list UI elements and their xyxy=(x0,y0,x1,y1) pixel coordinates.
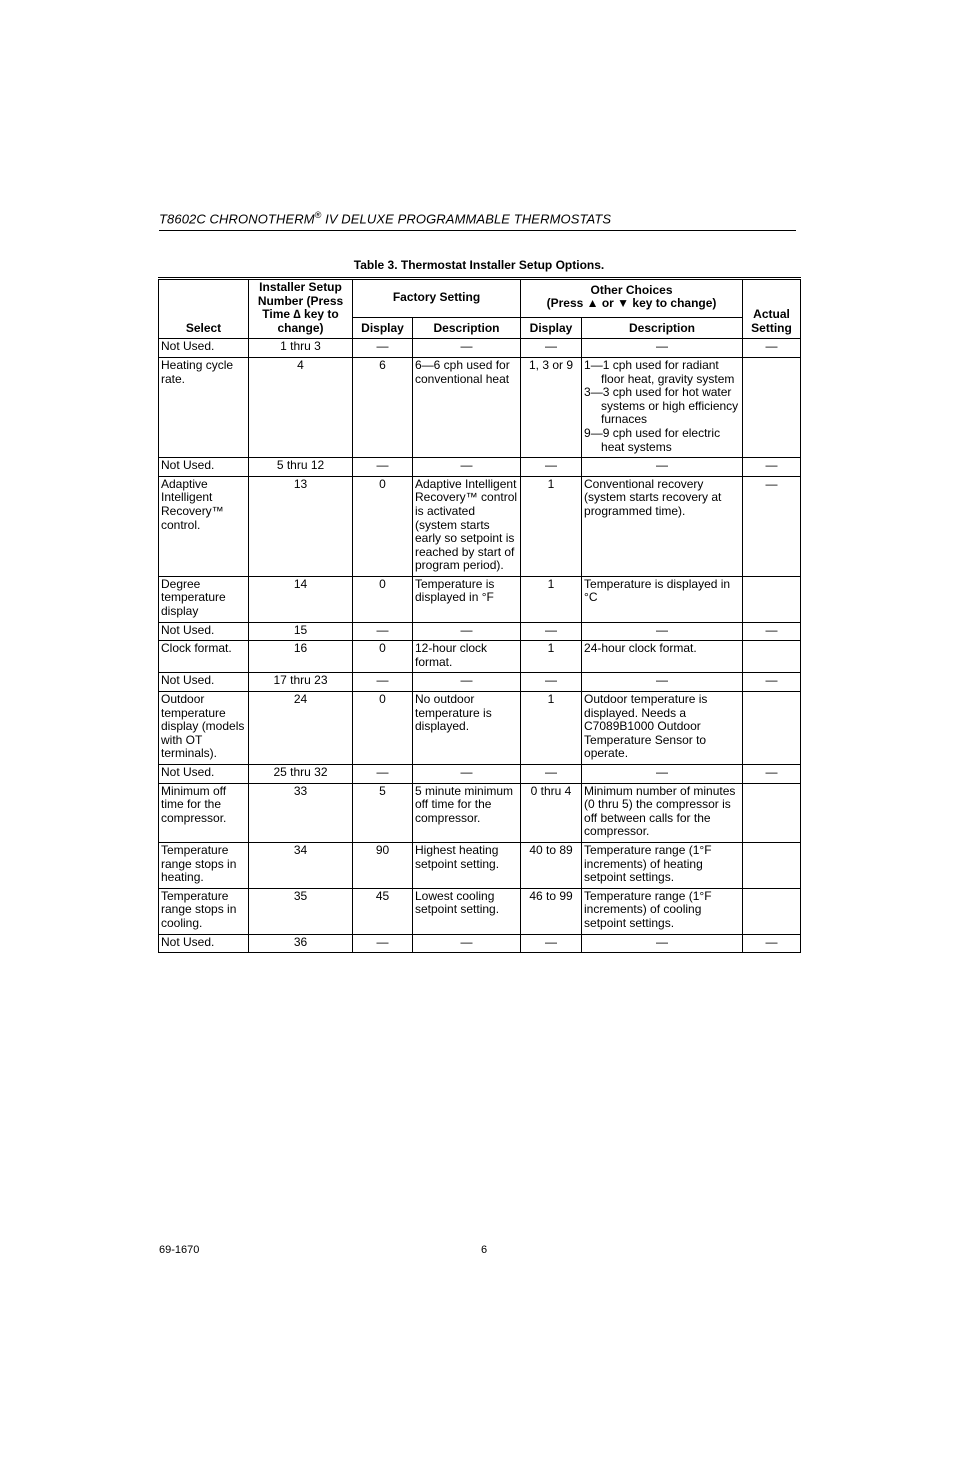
header-other-choices-title: Other Choices xyxy=(590,282,673,297)
cell-other-display: 46 to 99 xyxy=(521,888,582,934)
cell-select: Not Used. xyxy=(159,673,249,692)
cell-other-display: 0 thru 4 xyxy=(521,783,582,842)
header-other-choices xyxy=(521,279,743,318)
cell-other-description xyxy=(582,641,743,673)
cell-setup-number: 15 xyxy=(249,622,353,641)
cell-factory-description: Adaptive Intelligent Recovery™ control is activated (system starts early so setpoint is reached by start of program period). xyxy=(413,476,521,576)
document-number: 69-1670 xyxy=(159,1244,200,1256)
table-row xyxy=(159,692,801,765)
cell-factory-description: 12-hour clock format. xyxy=(413,641,521,673)
cell-other-description xyxy=(582,357,743,457)
other-description-line: 3—3 cph used for hot water systems or high efficiency furnaces xyxy=(584,385,739,427)
cell-factory-description: — xyxy=(413,934,521,953)
cell-factory-display: — xyxy=(353,673,413,692)
cell-other-description xyxy=(582,765,743,784)
cell-factory-description: 5 minute minimum off time for the compressor. xyxy=(413,783,521,842)
other-description-line: — xyxy=(656,622,669,637)
other-description-line: Temperature range (1°F increments) of cooling setpoint settings. xyxy=(584,888,712,930)
cell-factory-description: Lowest cooling setpoint setting. xyxy=(413,888,521,934)
table-row xyxy=(159,673,801,692)
cell-select: Heating cycle rate. xyxy=(159,357,249,457)
other-description-line: — xyxy=(656,934,669,949)
cell-other-description xyxy=(582,339,743,358)
cell-factory-display: — xyxy=(353,458,413,477)
cell-actual-setting: — xyxy=(743,934,801,953)
other-description-line: — xyxy=(656,673,669,688)
cell-other-display: — xyxy=(521,673,582,692)
cell-select: Not Used. xyxy=(159,339,249,358)
header-select: Select xyxy=(159,279,249,339)
cell-select: Temperature range stops in cooling. xyxy=(159,888,249,934)
cell-other-description xyxy=(582,783,743,842)
page-header-title xyxy=(159,210,611,226)
cell-actual-setting: — xyxy=(743,673,801,692)
header-other-choices-instruction: (Press ▲ or ▼ key to change) xyxy=(546,296,717,311)
cell-other-display: — xyxy=(521,765,582,784)
other-description-line: — xyxy=(656,339,669,354)
cell-select: Degree temperature display xyxy=(159,576,249,622)
cell-other-description xyxy=(582,888,743,934)
cell-actual-setting: — xyxy=(743,765,801,784)
cell-actual-setting xyxy=(743,783,801,842)
cell-other-display: — xyxy=(521,622,582,641)
cell-setup-number: 1 thru 3 xyxy=(249,339,353,358)
other-description-line: 9—9 cph used for electric heat systems xyxy=(584,425,721,454)
cell-factory-display: 0 xyxy=(353,692,413,765)
cell-other-description xyxy=(582,842,743,888)
other-description-line: Outdoor temperature is displayed. Needs a C7089B1000 Outdoor Temperature Sensor to operate. xyxy=(584,692,708,761)
cell-factory-description: Highest heating setpoint setting. xyxy=(413,842,521,888)
cell-setup-number: 35 xyxy=(249,888,353,934)
cell-setup-number: 14 xyxy=(249,576,353,622)
cell-other-description xyxy=(582,673,743,692)
table-row xyxy=(159,622,801,641)
cell-factory-display: — xyxy=(353,622,413,641)
cell-setup-number: 25 thru 32 xyxy=(249,765,353,784)
cell-other-display: 40 to 89 xyxy=(521,842,582,888)
other-description-line: 24-hour clock format. xyxy=(584,641,697,656)
cell-factory-display: 0 xyxy=(353,576,413,622)
cell-factory-display: — xyxy=(353,934,413,953)
cell-other-display: — xyxy=(521,339,582,358)
cell-other-description xyxy=(582,476,743,576)
registered-mark: ® xyxy=(314,210,322,220)
table-row xyxy=(159,357,801,457)
header-factory-setting: Factory Setting xyxy=(353,279,521,318)
cell-other-display: 1 xyxy=(521,576,582,622)
header-actual-setting: Actual Setting xyxy=(743,279,801,339)
cell-setup-number: 33 xyxy=(249,783,353,842)
cell-factory-description: — xyxy=(413,622,521,641)
cell-other-display: 1 xyxy=(521,692,582,765)
header-installer-setup-number: Installer Setup Number (Press Time ∆ key to change) xyxy=(249,279,353,339)
cell-actual-setting xyxy=(743,692,801,765)
cell-actual-setting: — xyxy=(743,622,801,641)
cell-factory-display: 0 xyxy=(353,641,413,673)
table-row xyxy=(159,934,801,953)
cell-setup-number: 4 xyxy=(249,357,353,457)
cell-actual-setting: — xyxy=(743,339,801,358)
cell-factory-display: — xyxy=(353,339,413,358)
cell-select: Outdoor temperature display (models with OT terminals). xyxy=(159,692,249,765)
cell-select: Clock format. xyxy=(159,641,249,673)
cell-actual-setting xyxy=(743,888,801,934)
header-other-display: Display xyxy=(521,317,582,339)
cell-other-description xyxy=(582,692,743,765)
cell-factory-display: 45 xyxy=(353,888,413,934)
cell-actual-setting xyxy=(743,842,801,888)
cell-setup-number: 34 xyxy=(249,842,353,888)
cell-actual-setting xyxy=(743,357,801,457)
header-divider xyxy=(159,230,796,231)
cell-other-display: — xyxy=(521,934,582,953)
cell-actual-setting: — xyxy=(743,458,801,477)
cell-factory-description: — xyxy=(413,339,521,358)
cell-setup-number: 16 xyxy=(249,641,353,673)
cell-select: Adaptive Intelligent Recovery™ control. xyxy=(159,476,249,576)
cell-factory-display: 0 xyxy=(353,476,413,576)
table-row xyxy=(159,476,801,576)
cell-other-display: — xyxy=(521,458,582,477)
installer-setup-table xyxy=(158,277,801,953)
other-description-line: Conventional recovery (system starts recovery at programmed time). xyxy=(584,476,722,518)
cell-select: Temperature range stops in heating. xyxy=(159,842,249,888)
cell-actual-setting: — xyxy=(743,476,801,576)
table-row xyxy=(159,576,801,622)
page-number: 6 xyxy=(481,1244,488,1256)
table-row xyxy=(159,339,801,358)
cell-other-display: 1 xyxy=(521,641,582,673)
other-description-line: Temperature is displayed in °C xyxy=(584,576,731,605)
cell-factory-display: — xyxy=(353,765,413,784)
cell-setup-number: 13 xyxy=(249,476,353,576)
cell-select: Minimum off time for the compressor. xyxy=(159,783,249,842)
cell-factory-description: — xyxy=(413,765,521,784)
cell-select: Not Used. xyxy=(159,622,249,641)
cell-factory-description: 6—6 cph used for conventional heat xyxy=(413,357,521,457)
other-description-line: 1—1 cph used for radiant floor heat, gravity system xyxy=(584,357,735,386)
cell-factory-display: 5 xyxy=(353,783,413,842)
cell-other-description xyxy=(582,458,743,477)
cell-select: Not Used. xyxy=(159,458,249,477)
header-other-description: Description xyxy=(582,317,743,339)
cell-factory-display: 6 xyxy=(353,357,413,457)
cell-actual-setting xyxy=(743,641,801,673)
cell-other-display: 1 xyxy=(521,476,582,576)
table-row xyxy=(159,783,801,842)
cell-setup-number: 36 xyxy=(249,934,353,953)
cell-other-description xyxy=(582,622,743,641)
header-factory-description: Description xyxy=(413,317,521,339)
other-description-line: — xyxy=(656,765,669,779)
cell-select: Not Used. xyxy=(159,765,249,784)
table-body xyxy=(159,339,801,953)
other-description-line: Temperature range (1°F increments) of heating setpoint settings. xyxy=(584,842,712,885)
cell-setup-number: 5 thru 12 xyxy=(249,458,353,477)
other-description-line: Minimum number of minutes (0 thru 5) the compressor is off between calls for the compressor. xyxy=(584,783,736,839)
header-title-model: T8602C CHRONOTHERM xyxy=(159,211,315,227)
table-row xyxy=(159,765,801,784)
header-factory-display: Display xyxy=(353,317,413,339)
cell-setup-number: 24 xyxy=(249,692,353,765)
cell-other-description xyxy=(582,576,743,622)
table-row xyxy=(159,641,801,673)
cell-factory-description: — xyxy=(413,458,521,477)
cell-factory-description: — xyxy=(413,673,521,692)
header-title-rest: IV DELUXE PROGRAMMABLE THERMOSTATS xyxy=(321,211,612,227)
table-row xyxy=(159,458,801,477)
table-caption: Table 3. Thermostat Installer Setup Options. xyxy=(353,258,605,272)
table-row xyxy=(159,842,801,888)
table-row xyxy=(159,888,801,934)
cell-other-display: 1, 3 or 9 xyxy=(521,357,582,457)
cell-select: Not Used. xyxy=(159,934,249,953)
other-description-line: — xyxy=(656,458,669,473)
cell-factory-description: Temperature is displayed in °F xyxy=(413,576,521,622)
cell-other-description xyxy=(582,934,743,953)
cell-factory-description: No outdoor temperature is displayed. xyxy=(413,692,521,765)
cell-setup-number: 17 thru 23 xyxy=(249,673,353,692)
cell-actual-setting xyxy=(743,576,801,622)
cell-factory-display: 90 xyxy=(353,842,413,888)
